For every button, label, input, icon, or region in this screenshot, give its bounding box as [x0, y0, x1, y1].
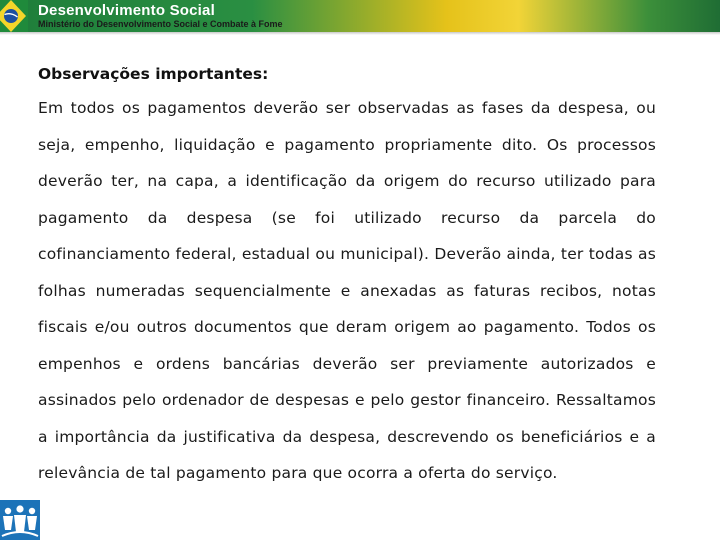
- family-people-logo-icon: [0, 500, 40, 540]
- section-heading: Observações importantes:: [38, 65, 269, 83]
- header-banner: [0, 0, 720, 32]
- family-people-logo-graphic: [0, 500, 40, 540]
- banner-subtitle: Ministério do Desenvolvimento Social e Combate à Fome: [38, 19, 283, 29]
- banner-divider: [0, 32, 720, 35]
- main-content: [38, 62, 656, 492]
- banner-title: Desenvolvimento Social: [38, 2, 215, 19]
- body-paragraph: Em todos os pagamentos deverão ser observadas as fases da despesa, ou seja, empenho, liquidação e pagamento propriamente dito. Os processos deverão ter, na capa, a identificação da origem do recurso utilizado para pagamento da despesa (se foi utilizado recurso da parcela do cofinanciamento federal, estadual ou municipal). Deverão ainda, ter todas as folhas numeradas sequencialmente e anexadas as faturas recibos, notas fiscais e/ou outros documentos que deram origem ao pagamento. Todos os empenhos e ordens bancárias deverão ser previamente autorizados e assinados pelo ordenador de despesas e pelo gestor financeiro. Ressaltamos a importância da justificativa da despesa, descrevendo os beneficiários e a relevância de tal pagamento para que ocorra a oferta do serviço.: [38, 99, 656, 482]
- brazil-flag-icon: [0, 0, 28, 32]
